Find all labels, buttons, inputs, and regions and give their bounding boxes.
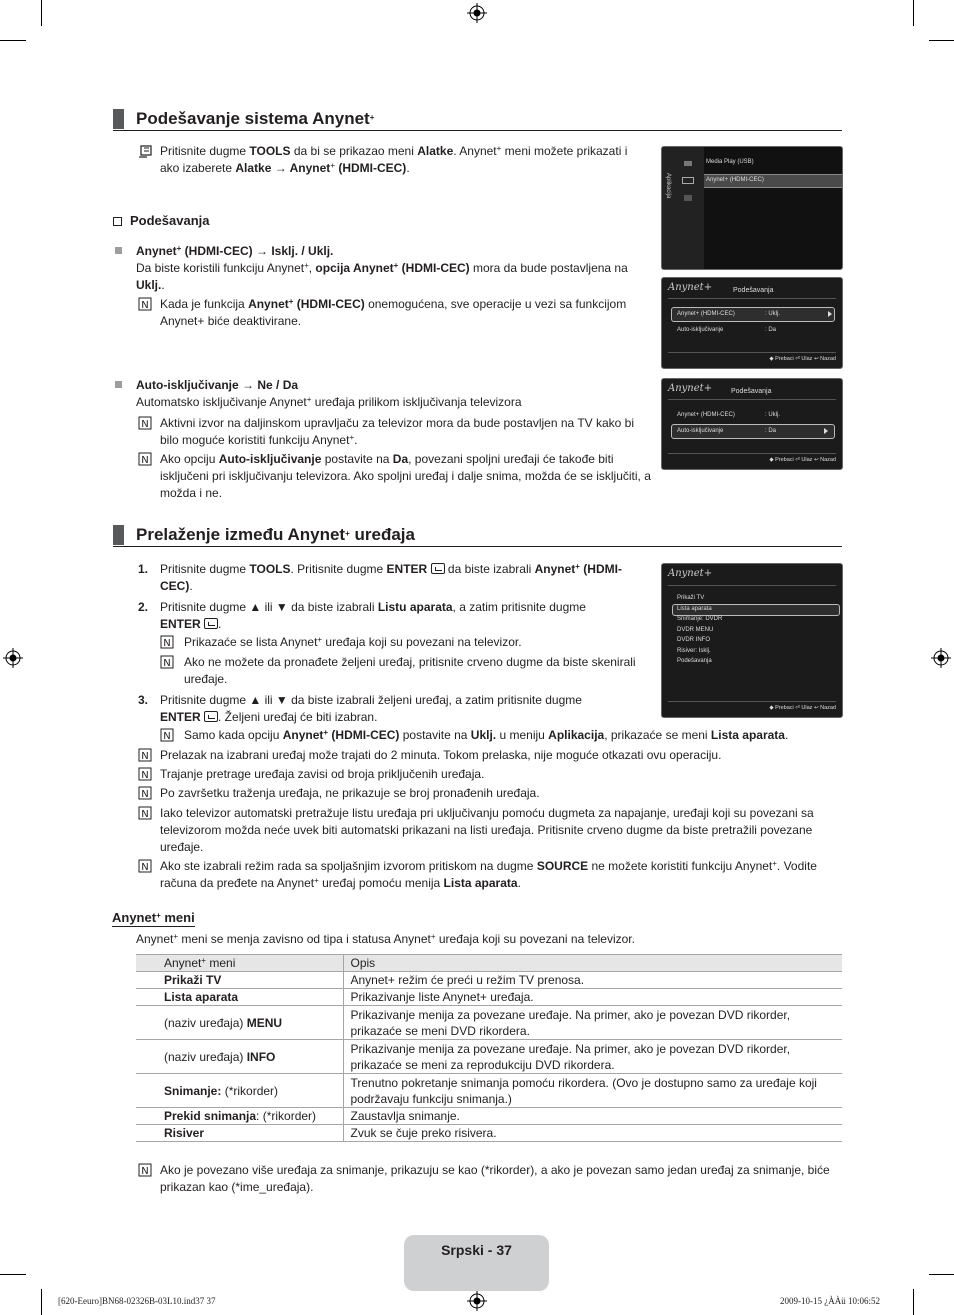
note-icon bbox=[160, 655, 174, 669]
table-cell: Prikazivanje menija za povezane uređaje. Na primer, ako je povezan DVD rikorder, prikazaće se meni DVD rikordera. bbox=[343, 1006, 842, 1040]
note-icon bbox=[138, 748, 152, 762]
menu-item[interactable]: DVDR INFO bbox=[677, 637, 710, 643]
note-active-source: Aktivni izvor na daljinskom upravljaču za televizor mora da bude postavljen na TV kako bi bilo moguće koristiti funkciju Anynet+. bbox=[160, 416, 635, 447]
step-2-text: Pritisnite dugme ▲ ili ▼ da biste izabrali Listu aparata, a zatim pritisnite dugme ENTER . bbox=[160, 600, 586, 631]
checkbox-square-icon bbox=[113, 217, 122, 226]
print-date-info: 2009-10-15 ¿ÀÀü 10:06:52 bbox=[780, 1296, 880, 1306]
anynet-logo: Anynet+ bbox=[668, 568, 713, 579]
subsection-heading: Podešavanja bbox=[113, 212, 210, 229]
section-title-anynet-setup bbox=[113, 109, 842, 131]
screen-footer: ◆ Prebaci ⏎ Ulaz ↩ Nazad bbox=[769, 356, 836, 362]
menu-item[interactable]: DVDR MENU bbox=[677, 627, 714, 633]
svg-text:N: N bbox=[141, 789, 149, 800]
svg-text:N: N bbox=[163, 658, 171, 669]
section-title-switching bbox=[113, 525, 842, 547]
note-icon bbox=[160, 728, 174, 742]
table-cell: Zvuk se čuje preko risivera. bbox=[343, 1125, 842, 1142]
menu-item[interactable]: Podešavanja bbox=[677, 658, 712, 664]
screen-sidebar-label: Aplikacija bbox=[665, 173, 671, 199]
menu-item[interactable]: Lista aparata bbox=[677, 606, 712, 612]
note-scan-devices: Ako ne možete da pronađete željeni uređaj, pritisnite crveno dugme da biste skenirali uređaje. bbox=[184, 655, 636, 686]
tools-icon bbox=[138, 145, 154, 159]
svg-text:N: N bbox=[141, 770, 149, 781]
table-row bbox=[136, 1125, 842, 1142]
enter-icon bbox=[204, 618, 218, 629]
registration-mark-icon bbox=[467, 3, 487, 23]
step-3-text: Pritisnite dugme ▲ ili ▼ da biste izabrali željeni uređaj, a zatim pritisnite dugme ENTER . Željeni uređaj će biti izabran. bbox=[160, 693, 582, 724]
svg-text:N: N bbox=[141, 751, 149, 762]
note-auto-search: Iako televizor automatski pretražuje listu uređaja pri uključivanju pomoću dugmeta za napajanje, uređaji koji su povezani sa televizorom možda neće uvek biti automatski prikazani na listi uređaja. Pritisnite crveno dugme da biste pretražili povezane uređaje. bbox=[160, 806, 814, 854]
table-header-cell: Anynet+ meni bbox=[136, 955, 343, 972]
table-row bbox=[136, 1074, 842, 1108]
page-number-box bbox=[404, 1235, 549, 1291]
svg-text:N: N bbox=[141, 1166, 149, 1177]
screen-separator bbox=[668, 399, 836, 400]
screen-separator bbox=[668, 585, 836, 586]
crop-mark bbox=[913, 0, 914, 26]
tv-screen-application-menu bbox=[661, 146, 843, 270]
table-cell: Trenutno pokretanje snimanja pomoću rikordera. (Ovo je dostupno samo za uređaje koji podržavaju funkciju snimanja.) bbox=[343, 1074, 842, 1108]
step-number: 3. bbox=[138, 693, 149, 707]
step-number: 2. bbox=[138, 600, 149, 614]
crop-mark bbox=[0, 40, 26, 41]
app-icon bbox=[684, 195, 692, 201]
arrow-right-icon bbox=[824, 428, 828, 434]
table-cell: (naziv uređaja) INFO bbox=[136, 1040, 343, 1074]
row-label[interactable]: Auto-isključivanje bbox=[677, 428, 724, 434]
menu-item-media-play[interactable]: Media Play (USB) bbox=[706, 159, 754, 165]
tv-screen-settings-2 bbox=[661, 378, 843, 470]
table-row bbox=[136, 972, 842, 989]
section-bar bbox=[113, 109, 124, 129]
note-icon bbox=[138, 806, 152, 820]
screen-separator bbox=[668, 298, 836, 299]
svg-text:N: N bbox=[141, 419, 149, 430]
note-anynet-disabled: Kada je funkcija Anynet+ (HDMI-CEC) onemogućena, sve operacije u vezi sa funkcijom Anynet+ biće deaktivirane. bbox=[160, 297, 627, 328]
enter-icon bbox=[204, 711, 218, 722]
note-icon bbox=[138, 786, 152, 800]
note-icon bbox=[138, 859, 152, 873]
table-row bbox=[136, 1108, 842, 1125]
anynet-menu-heading: Anynet+ meni bbox=[112, 910, 195, 925]
table-cell: Prikazivanje menija za povezane uređaje. Na primer, ako je povezan DVD rikorder, prikazaće se meni za reprodukciju DVD rikordera. bbox=[343, 1040, 842, 1074]
crop-mark bbox=[929, 1274, 954, 1275]
arrow-right-icon bbox=[828, 311, 832, 317]
anynet-icon bbox=[682, 177, 694, 184]
screen-title: Podešavanja bbox=[733, 287, 774, 294]
media-icon bbox=[684, 161, 692, 166]
step-1-text: Pritisnite dugme TOOLS. Pritisnite dugme ENTER da biste izabrali Anynet+ (HDMI-CEC). bbox=[160, 562, 622, 593]
svg-text:N: N bbox=[163, 731, 171, 742]
table-row bbox=[136, 1040, 842, 1074]
table-row bbox=[136, 1006, 842, 1040]
table-cell: (naziv uređaja) MENU bbox=[136, 1006, 343, 1040]
item-auto-isklj: Auto-isključivanje → Ne / Da Automatsko isključivanje Anynet+ uređaja prilikom isključivanja televizora bbox=[136, 378, 522, 409]
menu-item[interactable]: Prikaži TV bbox=[677, 595, 705, 601]
registration-mark-icon bbox=[3, 648, 23, 668]
page-label: Srpski - 37 bbox=[441, 1242, 512, 1258]
menu-item-anynet[interactable]: Anynet+ (HDMI-CEC) bbox=[706, 177, 764, 183]
note-icon bbox=[138, 767, 152, 781]
row-value: : Uklj. bbox=[765, 412, 780, 418]
screen-footer: ◆ Prebaci ⏎ Ulaz ↩ Nazad bbox=[769, 705, 836, 711]
table-cell: Prekid snimanja: (*rikorder) bbox=[136, 1108, 343, 1125]
row-value: : Uklj. bbox=[765, 311, 780, 317]
table-row bbox=[136, 989, 842, 1006]
row-value: : Da bbox=[765, 428, 777, 434]
table-cell: Snimanje: (*rikorder) bbox=[136, 1074, 343, 1108]
table-cell: Anynet+ režim će preći u režim TV prenosa. bbox=[343, 972, 842, 989]
note-icon bbox=[138, 1163, 152, 1177]
svg-text:N: N bbox=[141, 455, 149, 466]
svg-text:N: N bbox=[163, 638, 171, 649]
row-label[interactable]: Anynet+ (HDMI-CEC) bbox=[677, 311, 735, 317]
section-title-text: Podešavanje sistema Anynet+ bbox=[136, 109, 375, 128]
note-search-duration: Trajanje pretrage uređaja zavisi od broja priključenih uređaja. bbox=[160, 767, 485, 781]
table-header-cell: Opis bbox=[343, 955, 842, 972]
bullet-square-icon bbox=[115, 381, 122, 388]
note-icon bbox=[138, 452, 152, 466]
note-auto-off-da: Ako opciju Auto-isključivanje postavite na Da, povezani spoljni uređaji će takođe biti isključeni pri isključivanju televizora. Ako spoljni uređaj i dalje snima, možda će se isključiti, a možda i ne. bbox=[160, 452, 651, 500]
table-cell: Prikaži TV bbox=[136, 972, 343, 989]
note-source-mode: Ako ste izabrali režim rada sa spoljašnjim izvorom pritiskom na dugme SOURCE ne možete koristiti funkciju Anynet+. Vodite računa da pređete na Anynet+ uređaj pomoću menija Lista aparata. bbox=[160, 859, 817, 890]
note-switch-time: Prelazak na izabrani uređaj može trajati do 2 minuta. Tokom prelaska, nije moguće otkazati ovu operaciju. bbox=[160, 748, 722, 762]
registration-mark-icon bbox=[467, 1291, 487, 1311]
crop-mark bbox=[929, 40, 954, 41]
note-device-list: Prikazaće se lista Anynet+ uređaja koji su povezani na televizor. bbox=[184, 635, 522, 649]
crop-mark bbox=[913, 1289, 914, 1315]
note-multiple-recorders: Ako je povezano više uređaja za snimanje, prikazuju se kao (*rikorder), a ako je povezan samo jedan uređaj za snimanje, biće prikazan kao (*ime_uređaja). bbox=[160, 1163, 830, 1194]
row-label[interactable]: Anynet+ (HDMI-CEC) bbox=[677, 412, 735, 418]
registration-mark-icon bbox=[931, 648, 951, 668]
tv-screen-anynet-menu bbox=[661, 563, 843, 718]
section-title-text: Prelaženje između Anynet+ uređaja bbox=[136, 525, 415, 544]
screen-separator bbox=[668, 453, 836, 454]
row-label[interactable]: Auto-isključivanje bbox=[677, 327, 724, 333]
table-cell: Zaustavlja snimanje. bbox=[343, 1108, 842, 1125]
crop-mark bbox=[41, 0, 42, 26]
table-cell: Risiver bbox=[136, 1125, 343, 1142]
screen-title: Podešavanja bbox=[731, 388, 772, 395]
crop-mark bbox=[41, 1289, 42, 1315]
step-number: 1. bbox=[138, 562, 149, 576]
anynet-menu-table bbox=[136, 954, 842, 1142]
note-icon bbox=[160, 635, 174, 649]
tools-note-text: Pritisnite dugme TOOLS da bi se prikazao meni Alatke. Anynet+ meni možete prikazati i ako izaberete Alatke → Anynet+ (HDMI-CEC). bbox=[160, 144, 628, 175]
anynet-logo: Anynet+ bbox=[668, 383, 713, 394]
print-file-info: [620-Eeuro]BN68-02326B-03L10.ind37 37 bbox=[58, 1296, 216, 1306]
table-header-row bbox=[136, 955, 842, 972]
menu-item[interactable]: Snimanje: DVDR bbox=[677, 616, 723, 622]
screen-separator bbox=[668, 352, 836, 353]
svg-text:N: N bbox=[141, 300, 149, 311]
note-count-hidden: Po završetku traženja uređaja, ne prikazuje se broj pronađenih uređaja. bbox=[160, 786, 540, 800]
tv-screen-settings-1 bbox=[661, 277, 843, 369]
anynet-logo: Anynet+ bbox=[668, 282, 713, 293]
menu-item[interactable]: Risiver: Isklj. bbox=[677, 648, 711, 654]
svg-text:N: N bbox=[141, 862, 149, 873]
anynet-menu-intro: Anynet+ meni se menja zavisno od tipa i statusa Anynet+ uređaja koji su povezani na televizor. bbox=[136, 932, 635, 946]
screen-footer: ◆ Prebaci ⏎ Ulaz ↩ Nazad bbox=[769, 457, 836, 463]
table-cell: Lista aparata bbox=[136, 989, 343, 1006]
svg-text:N: N bbox=[141, 809, 149, 820]
screen-separator bbox=[668, 701, 836, 702]
table-cell: Prikazivanje liste Anynet+ uređaja. bbox=[343, 989, 842, 1006]
row-value: : Da bbox=[765, 327, 777, 333]
enter-icon bbox=[431, 563, 445, 574]
bullet-square-icon bbox=[115, 247, 122, 254]
note-icon bbox=[138, 297, 152, 311]
crop-mark bbox=[0, 1274, 26, 1275]
item-anynet-hdmi-cec: Anynet+ (HDMI-CEC) → Isklj. / Uklj. Da biste koristili funkciju Anynet+, opcija Anynet+ (HDMI-CEC) mora da bude postavljena na Uklj.. bbox=[136, 244, 628, 292]
section-bar bbox=[113, 525, 124, 545]
note-icon bbox=[138, 416, 152, 430]
note-only-when-on: Samo kada opciju Anynet+ (HDMI-CEC) postavite na Uklj. u meniju Aplikacija, prikazaće se meni Lista aparata. bbox=[184, 728, 789, 742]
